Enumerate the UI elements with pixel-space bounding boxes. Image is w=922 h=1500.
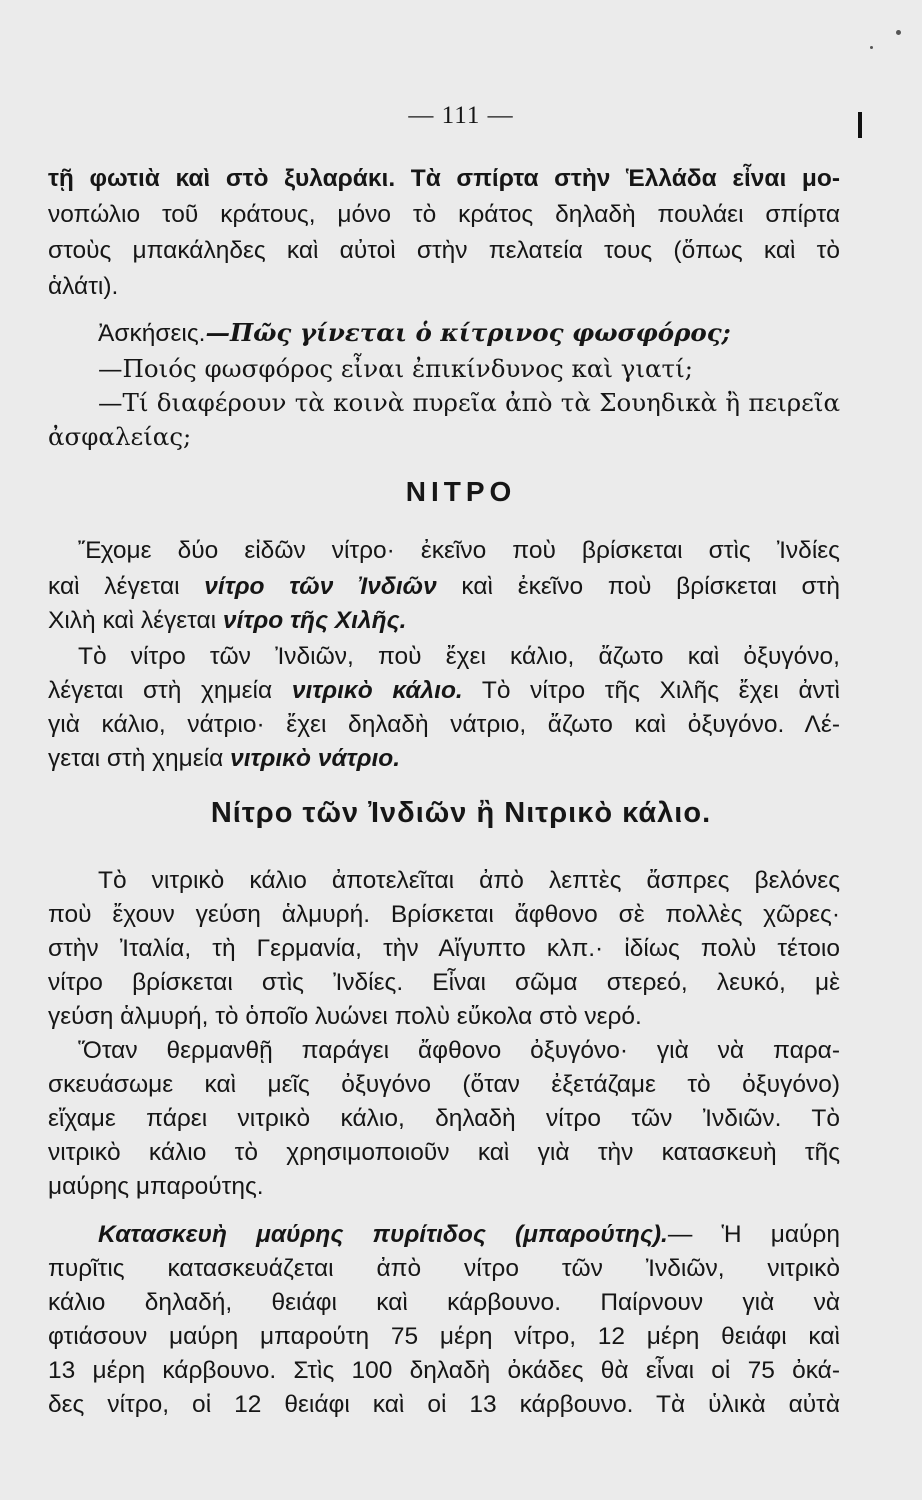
section-heading: Νίτρο τῶν Ἰνδιῶν ἢ Νιτρικὸ κάλιο. bbox=[210, 797, 712, 829]
exercise-question: ἀσφαλείας; bbox=[48, 422, 192, 451]
exercises-label: Ἀσκήσεις. bbox=[98, 320, 206, 347]
text-run: γεται στὴ χημεία bbox=[48, 745, 231, 772]
text-line: νιτρικὸ κάλιο τὸ χρησιμοποιοῦν καὶ γιὰ τὴν κατασκευὴ τῆς bbox=[48, 1139, 840, 1166]
text-line: Τὸ νίτρο τῶν Ἰνδιῶν, ποὺ ἔχει κάλιο, ἄζωτο καὶ ὀξυγόνο, bbox=[78, 643, 840, 670]
text-line: μαύρης μπαρούτης. bbox=[48, 1173, 264, 1200]
text-line: νοπώλιο τοῦ κράτους, μόνο τὸ κράτος δηλαδὴ πουλάει σπίρτα bbox=[48, 201, 840, 228]
text-line: νίτρο βρίσκεται στὶς Ἰνδίες. Εἶναι σῶμα στερεό, λευκό, μὲ bbox=[48, 969, 840, 996]
italic-term: Κατασκευὴ μαύρης πυρίτιδος (μπαρούτης). bbox=[98, 1221, 668, 1248]
text-run: Τὸ νίτρο τῆς Χιλῆς ἔχει ἀντὶ bbox=[462, 677, 840, 704]
exercises-line bbox=[98, 316, 840, 350]
text-line bbox=[48, 604, 840, 638]
exercise-question: —Ποιός φωσφόρος εἶναι ἐπικίνδυνος καὶ γιατί; bbox=[98, 354, 693, 383]
text-line: εἴχαμε πάρει νιτρικὸ κάλιο, δηλαδὴ νίτρο τῶν Ἰνδιῶν. Τὸ bbox=[48, 1105, 840, 1132]
text-line: Ἔχομε δύο εἰδῶν νίτρο· ἐκεῖνο ποὺ βρίσκεται στὶς Ἰνδίες bbox=[78, 537, 840, 564]
text-line: φτιάσουν μαύρη μπαρούτη 75 μέρη νίτρο, 12 μέρη θειάφι καὶ bbox=[48, 1323, 840, 1350]
text-line bbox=[48, 570, 840, 604]
margin-mark bbox=[858, 112, 862, 138]
page-number: — 111 — bbox=[408, 102, 514, 129]
exercise-question: —Τί διαφέρουν τὰ κοινὰ πυρεῖα ἀπὸ τὰ Σουηδικὰ ἢ πειρεῖα bbox=[98, 388, 840, 417]
exercise-question: —Πῶς γίνεται ὁ κίτρινος φωσφόρος; bbox=[205, 318, 731, 347]
text-run: Χιλὴ καὶ λέγεται bbox=[48, 607, 223, 634]
text-line bbox=[98, 1218, 840, 1252]
scan-speck bbox=[870, 46, 873, 49]
text-run: — Ἡ μαύρη bbox=[667, 1221, 840, 1248]
text-line: Τὸ νιτρικὸ κάλιο ἀποτελεῖται ἀπὸ λεπτὲς ἄσπρες βελόνες bbox=[98, 867, 840, 894]
text-line: κάλιο δηλαδή, θειάφι καὶ κάρβουνο. Παίρνουν γιὰ νὰ bbox=[48, 1289, 840, 1316]
text-line: δες νίτρο, οἱ 12 θειάφι καὶ οἱ 13 κάρβουνο. Τὰ ὑλικὰ αὐτὰ bbox=[48, 1391, 840, 1418]
text-run: λέγεται στὴ χημεία bbox=[48, 677, 292, 704]
text-line bbox=[48, 742, 840, 776]
italic-term: νίτρο τῆς Χιλῆς. bbox=[222, 607, 407, 634]
text-line: ποὺ ἔχουν γεύση ἁλμυρή. Βρίσκεται ἄφθονο σὲ πολλὲς χῶρες· bbox=[48, 901, 840, 928]
text-line: στοὺς μπακάληδες καὶ αὐτοὶ στὴν πελατεία τους (ὅπως καὶ τὸ bbox=[48, 237, 840, 264]
text-line: πυρῖτις κατασκευάζεται ἀπὸ νίτρο τῶν Ἰνδιῶν, νιτρικὸ bbox=[48, 1255, 840, 1282]
text-line: στὴν Ἰταλία, τὴ Γερμανία, τὴν Αἴγυπτο κλπ.· ἰδίως πολὺ τέτοιο bbox=[48, 935, 840, 962]
text-line: 13 μέρη κάρβουνο. Στὶς 100 δηλαδὴ ὀκάδες θὰ εἶναι οἱ 75 ὀκά- bbox=[48, 1357, 840, 1384]
italic-term: νιτρικὸ κάλιο. bbox=[291, 677, 463, 704]
text-run: καὶ λέγεται bbox=[48, 573, 205, 600]
text-line: γιὰ κάλιο, νάτριο· ἔχει δηλαδὴ νάτριο, ἄζωτο καὶ ὀξυγόνο. Λέ- bbox=[48, 711, 840, 738]
section-heading: ΝΙΤΡΟ bbox=[405, 476, 517, 507]
text-line: τῇ φωτιὰ καὶ στὸ ξυλαράκι. Τὰ σπίρτα στὴν Ἑλλάδα εἶναι μο- bbox=[48, 165, 840, 192]
text-line: ἁλάτι). bbox=[48, 273, 119, 300]
scan-speck bbox=[896, 30, 901, 35]
text-line: σκευάσωμε καὶ μεῖς ὀξυγόνο (ὅταν ἐξετάζαμε τὸ ὀξυγόνο) bbox=[48, 1071, 840, 1098]
text-line bbox=[48, 674, 840, 708]
text-line: Ὅταν θερμανθῇ παράγει ἄφθονο ὀξυγόνο· γιὰ νὰ παρα- bbox=[78, 1037, 840, 1064]
italic-term: νίτρο τῶν Ἰνδιῶν bbox=[204, 573, 437, 600]
text-run: καὶ ἐκεῖνο ποὺ βρίσκεται στὴ bbox=[436, 573, 840, 600]
text-line: γεύση ἁλμυρή, τὸ ὁποῖο λυώνει πολὺ εὔκολα στὸ νερό. bbox=[48, 1003, 642, 1030]
italic-term: νιτρικὸ νάτριο. bbox=[230, 745, 401, 772]
